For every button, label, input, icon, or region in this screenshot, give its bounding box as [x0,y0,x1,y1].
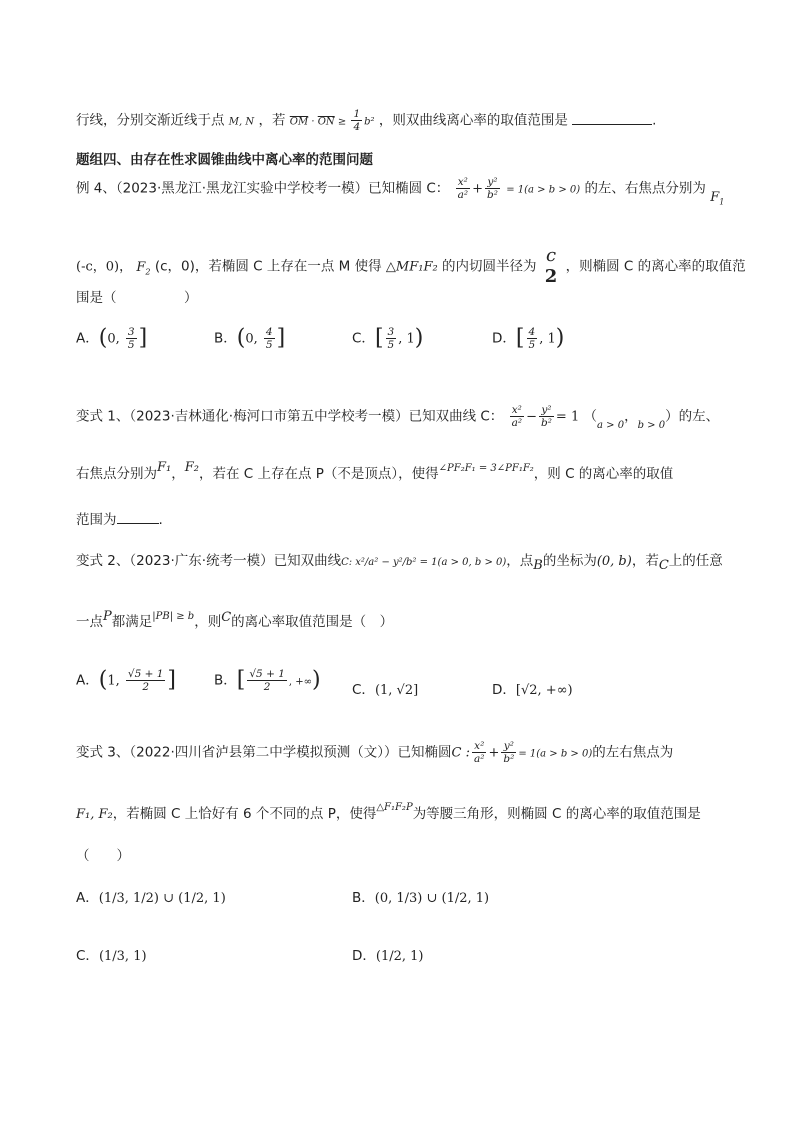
vector-om: $\overline{OM}$ [289,116,309,128]
option-fraction: $\frac{√5 + 1}{2}$ [127,668,164,694]
text: ，则双曲线离心率的取值范围是 [378,112,568,129]
option-fraction: $\frac{√5 + 1}{2}$ [249,668,285,694]
option-value: 0, [245,331,262,347]
fraction-c-over-2: c 2 [544,245,558,287]
condition-a: a > 0 [597,419,625,431]
ellipse-condition: = 1(a > b > 0) [506,184,581,196]
variant3-prefix: 变式 3、（2022·四川省泸县第二中学模拟预测（文））已知椭圆 [76,744,452,761]
bracket: ( [236,325,246,351]
fraction-x2-a2: $\frac{\text{x²}}{\text{a²}}$ [511,404,523,430]
option-fraction: $\frac{4}{5}$ [265,326,273,352]
condition-b: b > 0 [637,419,666,431]
variant2-line1 [76,553,723,573]
answer-blank[interactable] [572,124,652,125]
variant3-line1 [76,740,673,765]
example4-line2 [76,246,746,287]
bracket: [ [236,667,246,693]
bracket: ( [98,667,108,693]
text: ，若 [631,553,659,569]
fraction-y2-b2: $\frac{\text{y²}}{\text{b²}}$ [486,176,498,202]
text: ，点 [506,553,534,569]
variant1-line2 [76,460,674,483]
option-letter: D． [492,330,516,347]
text: ，则椭圆 C 的离心率的取值范 [565,258,746,275]
variant3-line3: （ ） [76,848,130,864]
fraction-y2-b2: $\frac{\text{y²}}{\text{b²}}$ [540,404,552,430]
text: ，若椭圆 C 上恰好有 6 个不同的点 P，使得 [112,806,377,822]
option-value: , 1 [398,331,415,347]
point-b: B [533,558,543,573]
b-squared: b² [364,116,375,128]
option-letter: C． [352,682,375,698]
ellipse-condition: = 1(a > b > 0) [518,748,593,760]
option-letter: D． [352,948,376,964]
option-value: (0, 1/3) ∪ (1/2, 1) [374,891,490,906]
text: 一点 [76,614,103,630]
bracket: ] [138,325,148,351]
curve-c: C [658,558,669,573]
text: 的离心率取值范围是（ ） [231,614,394,630]
variant2-option-d[interactable] [492,678,573,698]
variant2-line2 [76,609,394,631]
fraction-one-quarter: $\frac{1}{4}$ [353,108,361,134]
option-value: 1, [107,673,124,689]
variant1-prefix: 变式 1、（2023·吉林通化·梅河口市第五中学校考一模）已知双曲线 C： [76,408,504,425]
bracket: ) [311,667,321,693]
ge-operator: ≥ [334,116,350,128]
bracket: [ [515,325,525,351]
bracket: ] [276,325,286,351]
fraction-y2-b2: $\frac{\text{y²}}{\text{b²}}$ [503,740,515,766]
triangle-f1f2p: △F₁F₂P [376,802,413,813]
period: . [158,512,163,528]
text: 都满足 [111,614,153,630]
variant1-line3 [76,512,163,528]
option-letter: B． [214,330,237,347]
answer-blank[interactable] [117,523,159,524]
fraction-x2-a2: $\frac{\text{x²}}{\text{a²}}$ [457,176,469,202]
coordinate: (0, b) [596,554,632,569]
text: ， [624,408,638,425]
variant3-line2 [76,802,701,823]
foci: F₁, F₂ [76,807,113,822]
option-letter: D． [492,682,516,698]
text: 为等腰三角形，则椭圆 C 的离心率的取值范围是 [412,806,701,822]
variant2-option-c[interactable] [352,678,418,698]
example4-option-d[interactable] [492,326,564,351]
bracket: [ [374,325,384,351]
variant2-option-b[interactable] [214,668,321,693]
text: (-c，0)， [76,259,133,275]
option-value: (1, √2] [374,683,419,698]
variant3-option-b[interactable] [352,886,489,906]
text: ）的左、 [665,408,720,425]
fraction-x2-a2: $\frac{\text{x²}}{\text{a²}}$ [474,740,485,766]
section-heading: 题组四、由存在性求圆锥曲线中离心率的范围问题 [76,152,373,168]
focus-f1: F₁ [157,460,172,475]
dot-operator: · [308,116,318,128]
option-value: , 1 [539,331,556,347]
example4-option-a[interactable] [76,326,147,351]
variant3-option-a[interactable] [76,886,226,906]
option-value: [√2, +∞) [515,683,573,698]
text: ，若 [258,112,286,129]
bracket: ) [555,325,565,351]
text: 的坐标为 [542,553,597,569]
option-fraction: $\frac{3}{5}$ [387,326,395,352]
text: 的左右焦点为 [592,744,674,761]
bracket: ) [414,325,424,351]
example4-option-b[interactable] [214,326,285,351]
option-fraction: $\frac{4}{5}$ [528,326,536,352]
bracket: ( [98,325,108,351]
option-letter: C． [76,948,99,964]
focus-f2: F₂ [184,460,199,475]
plus: + [472,181,483,197]
example4-line1 [76,176,725,207]
text: 的左、右焦点分别为 [584,180,706,197]
triangle-mf1f2: △MF₁F₂ [385,259,438,275]
text: 上的任意 [668,553,723,569]
option-letter: A． [76,330,99,347]
text: ，若在 C 上存在点 P（不是顶点），使得 [198,466,439,482]
example4-line3: 围是（ ） [76,290,198,306]
curve-c: C [221,610,232,625]
equals-one: = 1 [555,409,580,425]
plus: + [488,745,500,761]
option-value: 0, [107,331,124,347]
minus: − [526,409,537,425]
text: (c，0)，若椭圆 C 上存在一点 M 使得 [154,258,382,275]
option-value: (1/2, 1) [375,949,424,964]
variant1-line1 [76,404,719,429]
option-letter: A． [76,890,99,906]
continued-question-line [76,108,656,133]
text: 范围为 [76,512,117,528]
text: ，则 [194,614,222,630]
focus-f2: $F_2$ [136,259,151,277]
focus-f1: $F_1$ [710,189,725,207]
angle-condition: ∠PF₂F₁ = 3∠PF₁F₂ [438,463,534,474]
example4-option-c[interactable] [352,326,423,351]
hyperbola-equation: C: x²/a² − y²/b² = 1(a > 0, b > 0) [341,557,507,568]
text: 右焦点分别为 [76,466,157,482]
option-letter: B． [352,890,375,906]
curve-c: C : [451,745,470,761]
points-mn: M, N [228,116,255,128]
option-value: (1/3, 1/2) ∪ (1/2, 1) [98,891,226,906]
option-fraction: $\frac{3}{5}$ [127,326,135,352]
text: ，则 C 的离心率的取值 [533,466,674,482]
bracket: ] [167,667,177,693]
period: . [652,112,657,129]
variant3-option-c[interactable] [76,944,147,964]
text: 的内切圆半径为 [441,258,537,275]
text: （ [583,408,598,425]
option-letter: B． [214,672,237,689]
text: 行线，分别交渐近线于点 [76,112,225,129]
variant2-prefix: 变式 2、（2023·广东·统考一模）已知双曲线 [76,553,342,569]
example4-prefix: 例 4、（2023·黑龙江·黑龙江实验中学校考一模）已知椭圆 C： [76,180,450,197]
distance-condition: |PB| ≥ b [152,611,195,622]
point-p: P [103,609,112,624]
option-letter: C． [352,330,375,347]
option-value: (1/3, 1) [98,949,147,964]
text: ， [171,466,185,482]
variant3-option-d[interactable] [352,944,424,964]
variant2-option-a[interactable] [76,668,176,693]
option-value: , +∞ [288,676,312,688]
option-letter: A． [76,672,99,689]
vector-on: $\overline{ON}$ [317,116,335,128]
